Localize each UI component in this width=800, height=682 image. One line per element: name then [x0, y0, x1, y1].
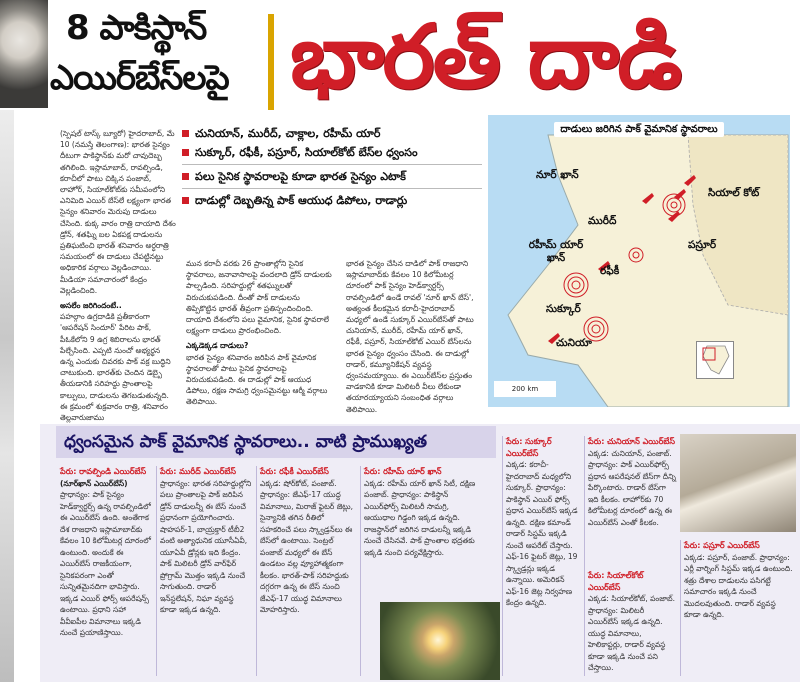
map-label: చునియా [556, 337, 592, 349]
paragraph: పహల్గాం ఉగ్రదాడికి ప్రతీకారంగా 'ఆపరేషన్ సిందూర్' పేరిట పాక్, పీఓకేలోని 9 ఉగ్ర శిబిరాలను భారత్ పేల్చేసింది. ఎప్పటి నుంచో అభ్యర్థన ఉన్న ఎందుకు చివరకు పాక్ వక్ర బుద్ధిని చాటుకుంది. భారత్‌కు చెందిన డెబ్బై తీయడానికి సరిహద్దు ప్రాంతాలపై కాల్పులు, దాడులను తెగబడుతున్నది. ఈ క్రమంలో శుక్రవారం రాత్రి, శనివారం తెల్లవారుజాము [60, 312, 171, 423]
kicker-line-2: ఎయిర్‌బేస్‌లపై [50, 58, 229, 98]
subheading: ఎక్కడెక్కడ దాడులు? [186, 341, 249, 351]
divider [256, 466, 257, 676]
airbase-card [364, 466, 476, 558]
card-heading: పేరు: రహీమ్ యార్ ఖాన్ [364, 467, 442, 476]
map-label: సియాల్ కోట్ [708, 187, 760, 199]
map-label: నూర్ ఖాన్ [536, 169, 579, 181]
map-label: సుక్కూర్ [546, 303, 581, 315]
card-heading: పేరు: చునియాన్ ఎయిర్‌బేస్ [588, 437, 675, 446]
left-edge-strip [0, 110, 14, 682]
kicker-line-1: 8 పాకిస్థాన్ [66, 8, 207, 48]
map-scale: 200 km [494, 381, 556, 397]
card-body: ఎక్కడ: కరాచీ-హైదరాబాద్ మధ్యలోని సుక్కూర్. ప్రాధాన్యం: పాకిస్థాన్ ఎయిర్ ఫోర్స్ ప్రధాన ఎయిర్‌బేస్ ఇక్కడ ఉన్నది. దక్షిణ కమాండ్ రాడార్ సిస్టమ్ ఇక్కడి నుంచే ఆపరేట్ చేస్తారు. ఎఫ్-16 ఫైటర్ జెట్లు, 19 స్క్వాడ్రన్లు ఇక్కడ ఉన్నాయి. అమెరికన్ ఎఫ్-16 జెట్ల నిర్వహణ కేంద్రం ఉన్నది. [506, 460, 578, 607]
airbase-card [684, 540, 794, 621]
card-body: ఎక్కడ: రహీమ్ యార్ ఖాన్ సిటీ, దక్షిణ పంజాబ్. ప్రాధాన్యం: పాకిస్థాన్ ఎయిర్‌ఫోర్స్ మిలిటరీ సామగ్రి, ఆయుధాల గిడ్డంగి ఇక్కడ ఉన్నది. రాజస్థాన్‌లో జరిగిన దాడులన్నీ ఇక్కడి నుంచే చేసినవే. పాక్ ప్రాంతాల భద్రతకు ఇక్కడి నుంచి పర్యవేక్షిస్తారు. [364, 478, 476, 557]
card-body: ఎక్కడ: చునియాన్, పంజాబ్. ప్రాధాన్యం: పాక్ ఎయిర్‌ఫోర్స్ ప్రధాన ఆపరేషనల్ బేస్‌గా దీన్ని పేర్కొంటారు. రాడార్ బేస్‌గా ఇది కీలకం. లాహోర్‌కు 70 కిలోమీటర్ల దూరంలో ఉన్న ఈ ఎయిర్‌బేస్ ఎంతో కీలకం. [588, 448, 676, 527]
card-heading: పేరు: రఫీకీ ఎయిర్‌బేస్ [260, 467, 329, 476]
card-heading: పేరు: రావల్పిండి ఎయిర్‌బేస్ [60, 467, 147, 476]
divider [584, 436, 585, 676]
airbase-card [260, 466, 356, 616]
highlight-item: పలు సైనిక స్థావరాలపై కూడా భారత సైన్యం ఎటాక్ [182, 167, 482, 186]
paragraph: భారత సైన్యం శనివారం జరిపిన పాక్ వైమానిక స్థావరాలతో పాటు సైనిక స్థావరాలపై విరుచుకుపడింది. ఈ దాడుల్లో పాక్ ఆయుధ డిపోలు, రక్షణ సామగ్రి ధ్వంసమైనట్టు ఆర్మీ వర్గాలు తెలిపాయి. [186, 352, 328, 407]
divider [360, 466, 361, 676]
airbase-card [588, 570, 676, 674]
explosion-photo [380, 602, 500, 680]
section-title: ధ్వంసమైన పాక్ వైమానిక స్థావరాలు.. వాటి ప్రాముఖ్యత [64, 432, 428, 452]
card-heading: పేరు: పస్రూర్ ఎయిర్‌బేస్ [684, 541, 760, 550]
highlight-item: దాడుల్లో దెబ్బతిన్న పాక్ ఆయుధ డిపోలు, రాడార్లు [182, 191, 482, 210]
map-title: దాడులు జరిగిన పాక్ వైమానిక స్థావరాలు [488, 117, 790, 137]
airbase-map [488, 115, 790, 407]
map-inset [696, 341, 734, 379]
article-column-1 [60, 128, 176, 423]
divider [156, 466, 157, 676]
paragraph: భారత సైన్యం దీటుగా పాకిస్థాన్‌కు మరో చావుదెబ్బ తగిలింది. ఇస్లామాబాద్, రావల్పిండి, కరాచీలో పాటు చిక్కిన పంజాబ్, లాహోర్, సియాల్‌కోట్‌కు సమీపంలోని ఎనిమిది ఎయిర్ బేస్‌లే లక్ష్యంగా భారత సైన్యం శనివారం మెరుపు దాడులు చేసింది. కుక్క వారం రాత్రి దాయాది దేశం డ్రోన్, శతఘ్ని బల ఏకపక్ష దాడులను ప్రతిఘటించి భారత్ శనివారం అర్ధరాత్రి సమయంలో ఈ దాడులు చేపట్టినట్టు అధికారిక వర్గాలు వెల్లడించాయి. మీడియా సమాచారంలో కేంద్రం వెల్లడించింది. [60, 140, 176, 295]
map-label: మురీద్ [588, 215, 617, 227]
divider [182, 164, 482, 165]
highlight-item: సుక్కూర్, రఫీకీ, పస్రూర్, సియాల్‌కోట్ బేస్‌ల ధ్వంసం [182, 143, 482, 162]
card-heading: పేరు: సియాల్‌కోట్ ఎయిర్‌బేస్ [588, 571, 644, 592]
divider [502, 436, 503, 676]
card-body: ఎక్కడ: షోర్‌కోట్, పంజాబ్. ప్రాధాన్యం: జేఎఫ్-17 యుద్ధ విమానాలు, మిరాజ్ ఫైటర్ జెట్లు, సైన్యానికి తగిన రీతిలో సహకరించే పలు స్క్వాడ్రన్‌లు ఈ బేస్‌లో ఉంటాయి. సెంట్రల్ పంజాబ్ మధ్యలో ఈ బేస్ ఉండటం వల్ల వ్యూహాత్మకంగా కీలకం. భారత్-పాక్ సరిహద్దుకు దగ్గరగా ఉన్న ఈ బేస్ నుంచి జేఎఫ్-17 యుద్ధ విమానాలు మోహరిస్తారు. [260, 478, 353, 614]
card-body: ఎక్కడ: పస్రూర్, పంజాబ్. ప్రాధాన్యం: ఎర్లీ వార్నింగ్ సిస్టమ్ ఇక్కడ ఉంటుంది. శత్రు దేశాల దాడులను పసిగట్టే సమాచారం ఇక్కడి నుంచే మొదలవుతుంది. రాడార్ వ్యవస్థ కూడా ఉన్నది. [684, 552, 793, 619]
airbase-card [506, 436, 582, 609]
card-body: ఎక్కడ: సియాల్‌కోట్, పంజాబ్. ప్రాధాన్యం: మిలిటరీ ఎయిర్‌బేస్ ఇక్కడ ఉన్నది. యుద్ధ విమానాలు, హెలికాప్టర్లు, రాడార్ వ్యవస్థ కూడా ఇక్కడి నుంచే పని చేస్తాయి. [588, 594, 676, 672]
article-column-2 [186, 258, 332, 408]
card-heading: పేరు: మురీద్ ఎయిర్‌బేస్ [160, 467, 236, 476]
highlight-item: చునియాన్, మురీద్, చాక్లాల, రహీమ్ యార్ [182, 124, 482, 143]
card-body: ప్రాధాన్యం: పాక్ సైన్యం హెడ్‌క్వార్టర్స్ ఉన్న రావల్పిండిలో ఈ ఎయిర్‌బేస్ ఉంది. అంతేగాక దేశ రాజధాని ఇస్లామాబాద్‌కు కేవలం 10 కిలోమీటర్ల దూరంలో ఉంటుంది. అందుకే ఈ ఎయిర్‌బేస్ రాజకీయంగా, సైనికపరంగా ఎంతో సున్నితమైనదిగా భావిస్తారు. ఇక్కడ ఎయిర్ ఫోర్స్ ఆపరేషన్స్ ఉంటాయి. ప్రధాని సహా వీవీఐపీల విమానాలు ఇక్కడి నుంచే ప్రయాణిస్తాయి. [60, 490, 151, 637]
card-subheading: (నూర్‌ఖాన్ ఎయిర్‌బేస్) [60, 478, 128, 488]
divider [680, 540, 681, 676]
airbase-card [588, 436, 676, 528]
map-label: రఫీకీ [600, 265, 620, 277]
map-label: రహీమ్ యార్ ఖాన్ [528, 239, 584, 264]
highlights-list [182, 124, 482, 210]
paragraph: మున కరాచీ వరకు 26 ప్రాంతాల్లోని సైనిక స్థావరాలు, జనావాసాలపై వందలాది డ్రోన్ దాడులకు పాల్పడింది. సరిహద్దుల్లో శతఘ్నులతో విరుచుకుపడింది. దీంతో పాక్ దాడులను తిప్పికొట్టిన భారత్ తీవ్రంగా ప్రతిస్పందించింది. దాయాది దేశంలోని పలు వైమానిక, సైనిక స్థావరాలే లక్ష్యంగా దాడులు ప్రారంభించింది. [186, 259, 332, 336]
airbase-card [160, 466, 252, 616]
map-label: పస్రూర్ [688, 239, 717, 251]
main-headline: భారత్ దాడి [290, 5, 681, 108]
dateline: (స్పెషల్ టాస్క్ బ్యూరో) హైదరాబాద్, మే 10 (నమస్తే తెలంగాణ): [60, 129, 175, 150]
card-body: ప్రాధాన్యం: భారత సరిహద్దుల్లోని పలు ప్రాంతాలపై పాక్ జరిపిన డ్రోన్ దాడులన్నీ ఈ బేస్ నుంచే ప్రధానంగా ప్రయోగించారు. షాహపర్-1, బాయ్రక్తార్ టీబీ2 వంటి అత్యాధునిక యూసీఏవీ, యూఏవీ డ్రోన్లకు ఇది కేంద్రం. పాక్ మిలిటరీ డ్రోన్ వార్‌ఫేర్ ప్రోగ్రామ్ మొత్తం ఇక్కడి నుంచే సాగుతుంది. రాడార్ ఇన్‌స్టలేషన్, నిఘా వ్యవస్థ కూడా ఇక్కడ ఉన్నది. [160, 478, 252, 614]
paragraph: భారత సైన్యం చేసిన దాడిలో పాక్ రాజధాని ఇస్లామాబాద్‌కు కేవలం 10 కిలోమీటర్ల దూరంలో పాక్ సైన్యం హెడ్‌క్వార్టర్స్ రావల్పిండిలో ఉండే రావల్ 'నూర్ ఖాన్ బేస్', అత్యంత కీలకమైన కరాచీ-హైదరాబాద్ మధ్యలో ఉండే సుక్కూర్ ఎయిర్‌బేస్‌తో పాటు చునియాన్, మురీద్, రహీమ్ యార్ ఖాన్, రఫీకీ, పస్రూర్, సియాల్‌కోట్ ఎయిర్ బేస్‌లను భారత సైన్యం ధ్వంసం చేసింది. ఈ దాడుల్లో రాడార్, కమ్యూనికేషన్ వ్యవస్థ ధ్వంసమయ్యాయి. ఈ ఎయిర్‌బేస్‌ల ప్రస్తుతం వాడకానికి కూడా మిలిటరీ వీలు లేకుండా తయారయ్యాయని సంబంధిత వర్గాలు తెలిపాయి. [346, 259, 474, 414]
divider [182, 188, 482, 189]
header-divider [268, 14, 274, 110]
left-edge-photo [0, 0, 48, 108]
article-column-3 [346, 258, 478, 415]
airbase-card [60, 466, 152, 639]
subheading: అసలేం జరిగిందంటే.. [60, 301, 122, 311]
damaged-building-photo [680, 434, 796, 532]
card-heading: పేరు: సుక్కూర్ ఎయిర్‌బేస్ [506, 437, 552, 458]
